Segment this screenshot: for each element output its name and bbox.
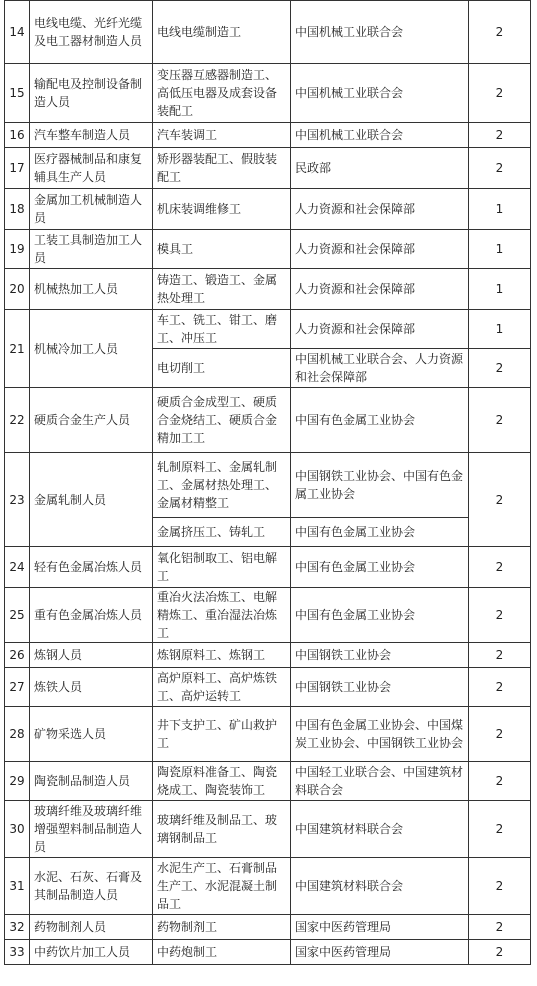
issuing-organization: 人力资源和社会保障部 xyxy=(291,269,469,310)
issuing-organization: 国家中医药管理局 xyxy=(291,915,469,940)
job-title: 金属挤压工、铸轧工 xyxy=(153,518,291,547)
issuing-organization: 中国机械工业联合会 xyxy=(291,123,469,148)
category-level: 2 xyxy=(469,547,531,588)
job-title: 重冶火法冶炼工、电解精炼工、重冶湿法冶炼工 xyxy=(153,588,291,643)
row-number: 21 xyxy=(5,310,30,388)
category-level: 2 xyxy=(469,762,531,801)
category-level: 2 xyxy=(469,349,531,388)
occupation-category: 陶瓷制品制造人员 xyxy=(30,762,153,801)
table-row xyxy=(5,148,531,189)
table-row xyxy=(5,801,531,858)
job-title: 高炉原料工、高炉炼铁工、高炉运转工 xyxy=(153,668,291,707)
occupation-category: 水泥、石灰、石膏及其制品制造人员 xyxy=(30,858,153,915)
job-title: 矫形器装配工、假肢装配工 xyxy=(153,148,291,189)
table-row xyxy=(5,588,531,643)
job-title: 硬质合金成型工、硬质合金烧结工、硬质合金精加工工 xyxy=(153,388,291,453)
job-title: 机床装调维修工 xyxy=(153,189,291,230)
job-title: 车工、铣工、钳工、磨工、冲压工 xyxy=(153,310,291,349)
issuing-organization: 人力资源和社会保障部 xyxy=(291,230,469,269)
occupation-category: 机械冷加工人员 xyxy=(30,310,153,388)
table-row xyxy=(5,940,531,965)
issuing-organization: 中国有色金属工业协会、中国煤炭工业协会、中国钢铁工业协会 xyxy=(291,707,469,762)
table-row xyxy=(5,1,531,64)
job-title: 中药炮制工 xyxy=(153,940,291,965)
job-title: 水泥生产工、石膏制品生产工、水泥混凝土制品工 xyxy=(153,858,291,915)
issuing-organization: 中国有色金属工业协会 xyxy=(291,588,469,643)
category-level: 2 xyxy=(469,668,531,707)
issuing-organization: 中国机械工业联合会 xyxy=(291,64,469,123)
occupation-category: 重有色金属冶炼人员 xyxy=(30,588,153,643)
issuing-organization: 中国轻工业联合会、中国建筑材料联合会 xyxy=(291,762,469,801)
occupation-category: 金属加工机械制造人员 xyxy=(30,189,153,230)
issuing-organization: 中国机械工业联合会 xyxy=(291,1,469,64)
row-number: 32 xyxy=(5,915,30,940)
issuing-organization: 民政部 xyxy=(291,148,469,189)
occupation-category: 炼铁人员 xyxy=(30,668,153,707)
issuing-organization: 中国有色金属工业协会 xyxy=(291,518,469,547)
issuing-organization: 中国机械工业联合会、人力资源和社会保障部 xyxy=(291,349,469,388)
table-row xyxy=(5,707,531,762)
row-number: 17 xyxy=(5,148,30,189)
row-number: 19 xyxy=(5,230,30,269)
row-number: 14 xyxy=(5,1,30,64)
occupation-category: 输配电及控制设备制造人员 xyxy=(30,64,153,123)
issuing-organization: 中国建筑材料联合会 xyxy=(291,858,469,915)
job-title: 汽车装调工 xyxy=(153,123,291,148)
occupation-category: 汽车整车制造人员 xyxy=(30,123,153,148)
category-level: 2 xyxy=(469,123,531,148)
job-title: 电线电缆制造工 xyxy=(153,1,291,64)
table-row xyxy=(5,388,531,453)
occupation-category: 药物制剂人员 xyxy=(30,915,153,940)
table-row xyxy=(5,547,531,588)
job-title: 铸造工、锻造工、金属热处理工 xyxy=(153,269,291,310)
category-level: 2 xyxy=(469,940,531,965)
category-level: 2 xyxy=(469,453,531,547)
table-row xyxy=(5,189,531,230)
row-number: 15 xyxy=(5,64,30,123)
table-row xyxy=(5,310,531,349)
table-row xyxy=(5,643,531,668)
occupation-category: 炼钢人员 xyxy=(30,643,153,668)
row-number: 33 xyxy=(5,940,30,965)
job-title: 炼钢原料工、炼钢工 xyxy=(153,643,291,668)
occupation-category: 硬质合金生产人员 xyxy=(30,388,153,453)
category-level: 2 xyxy=(469,388,531,453)
category-level: 1 xyxy=(469,189,531,230)
issuing-organization: 中国钢铁工业协会、中国有色金属工业协会 xyxy=(291,453,469,518)
category-level: 2 xyxy=(469,64,531,123)
job-title: 药物制剂工 xyxy=(153,915,291,940)
occupation-table xyxy=(4,0,531,965)
table-row xyxy=(5,668,531,707)
occupation-category: 轻有色金属冶炼人员 xyxy=(30,547,153,588)
occupation-category: 电线电缆、光纤光缆及电工器材制造人员 xyxy=(30,1,153,64)
occupation-category: 玻璃纤维及玻璃纤维增强塑料制品制造人员 xyxy=(30,801,153,858)
job-title: 玻璃纤维及制品工、玻璃钢制品工 xyxy=(153,801,291,858)
occupation-category: 医疗器械制品和康复辅具生产人员 xyxy=(30,148,153,189)
occupation-table-body xyxy=(5,1,531,965)
table-row xyxy=(5,64,531,123)
occupation-category: 金属轧制人员 xyxy=(30,453,153,547)
category-level: 2 xyxy=(469,643,531,668)
table-row xyxy=(5,230,531,269)
occupation-category: 工装工具制造加工人员 xyxy=(30,230,153,269)
row-number: 30 xyxy=(5,801,30,858)
job-title: 轧制原料工、金属轧制工、金属材热处理工、金属材精整工 xyxy=(153,453,291,518)
occupation-category: 机械热加工人员 xyxy=(30,269,153,310)
table-row xyxy=(5,269,531,310)
category-level: 1 xyxy=(469,269,531,310)
row-number: 23 xyxy=(5,453,30,547)
table-row xyxy=(5,762,531,801)
job-title: 氧化铝制取工、铝电解工 xyxy=(153,547,291,588)
issuing-organization: 中国有色金属工业协会 xyxy=(291,388,469,453)
category-level: 2 xyxy=(469,707,531,762)
row-number: 24 xyxy=(5,547,30,588)
issuing-organization: 国家中医药管理局 xyxy=(291,940,469,965)
category-level: 1 xyxy=(469,310,531,349)
table-row xyxy=(5,123,531,148)
issuing-organization: 人力资源和社会保障部 xyxy=(291,189,469,230)
category-level: 2 xyxy=(469,858,531,915)
job-title: 井下支护工、矿山救护工 xyxy=(153,707,291,762)
row-number: 28 xyxy=(5,707,30,762)
table-row xyxy=(5,858,531,915)
occupation-category: 矿物采选人员 xyxy=(30,707,153,762)
row-number: 27 xyxy=(5,668,30,707)
row-number: 20 xyxy=(5,269,30,310)
row-number: 29 xyxy=(5,762,30,801)
issuing-organization: 中国钢铁工业协会 xyxy=(291,668,469,707)
job-title: 模具工 xyxy=(153,230,291,269)
row-number: 25 xyxy=(5,588,30,643)
row-number: 26 xyxy=(5,643,30,668)
category-level: 2 xyxy=(469,148,531,189)
row-number: 22 xyxy=(5,388,30,453)
job-title: 陶瓷原料准备工、陶瓷烧成工、陶瓷装饰工 xyxy=(153,762,291,801)
table-row xyxy=(5,453,531,518)
occupation-category: 中药饮片加工人员 xyxy=(30,940,153,965)
category-level: 2 xyxy=(469,588,531,643)
row-number: 16 xyxy=(5,123,30,148)
issuing-organization: 中国建筑材料联合会 xyxy=(291,801,469,858)
job-title: 电切削工 xyxy=(153,349,291,388)
row-number: 18 xyxy=(5,189,30,230)
job-title: 变压器互感器制造工、高低压电器及成套设备装配工 xyxy=(153,64,291,123)
category-level: 2 xyxy=(469,915,531,940)
category-level: 2 xyxy=(469,801,531,858)
issuing-organization: 中国有色金属工业协会 xyxy=(291,547,469,588)
category-level: 2 xyxy=(469,1,531,64)
issuing-organization: 中国钢铁工业协会 xyxy=(291,643,469,668)
issuing-organization: 人力资源和社会保障部 xyxy=(291,310,469,349)
category-level: 1 xyxy=(469,230,531,269)
row-number: 31 xyxy=(5,858,30,915)
table-row xyxy=(5,915,531,940)
